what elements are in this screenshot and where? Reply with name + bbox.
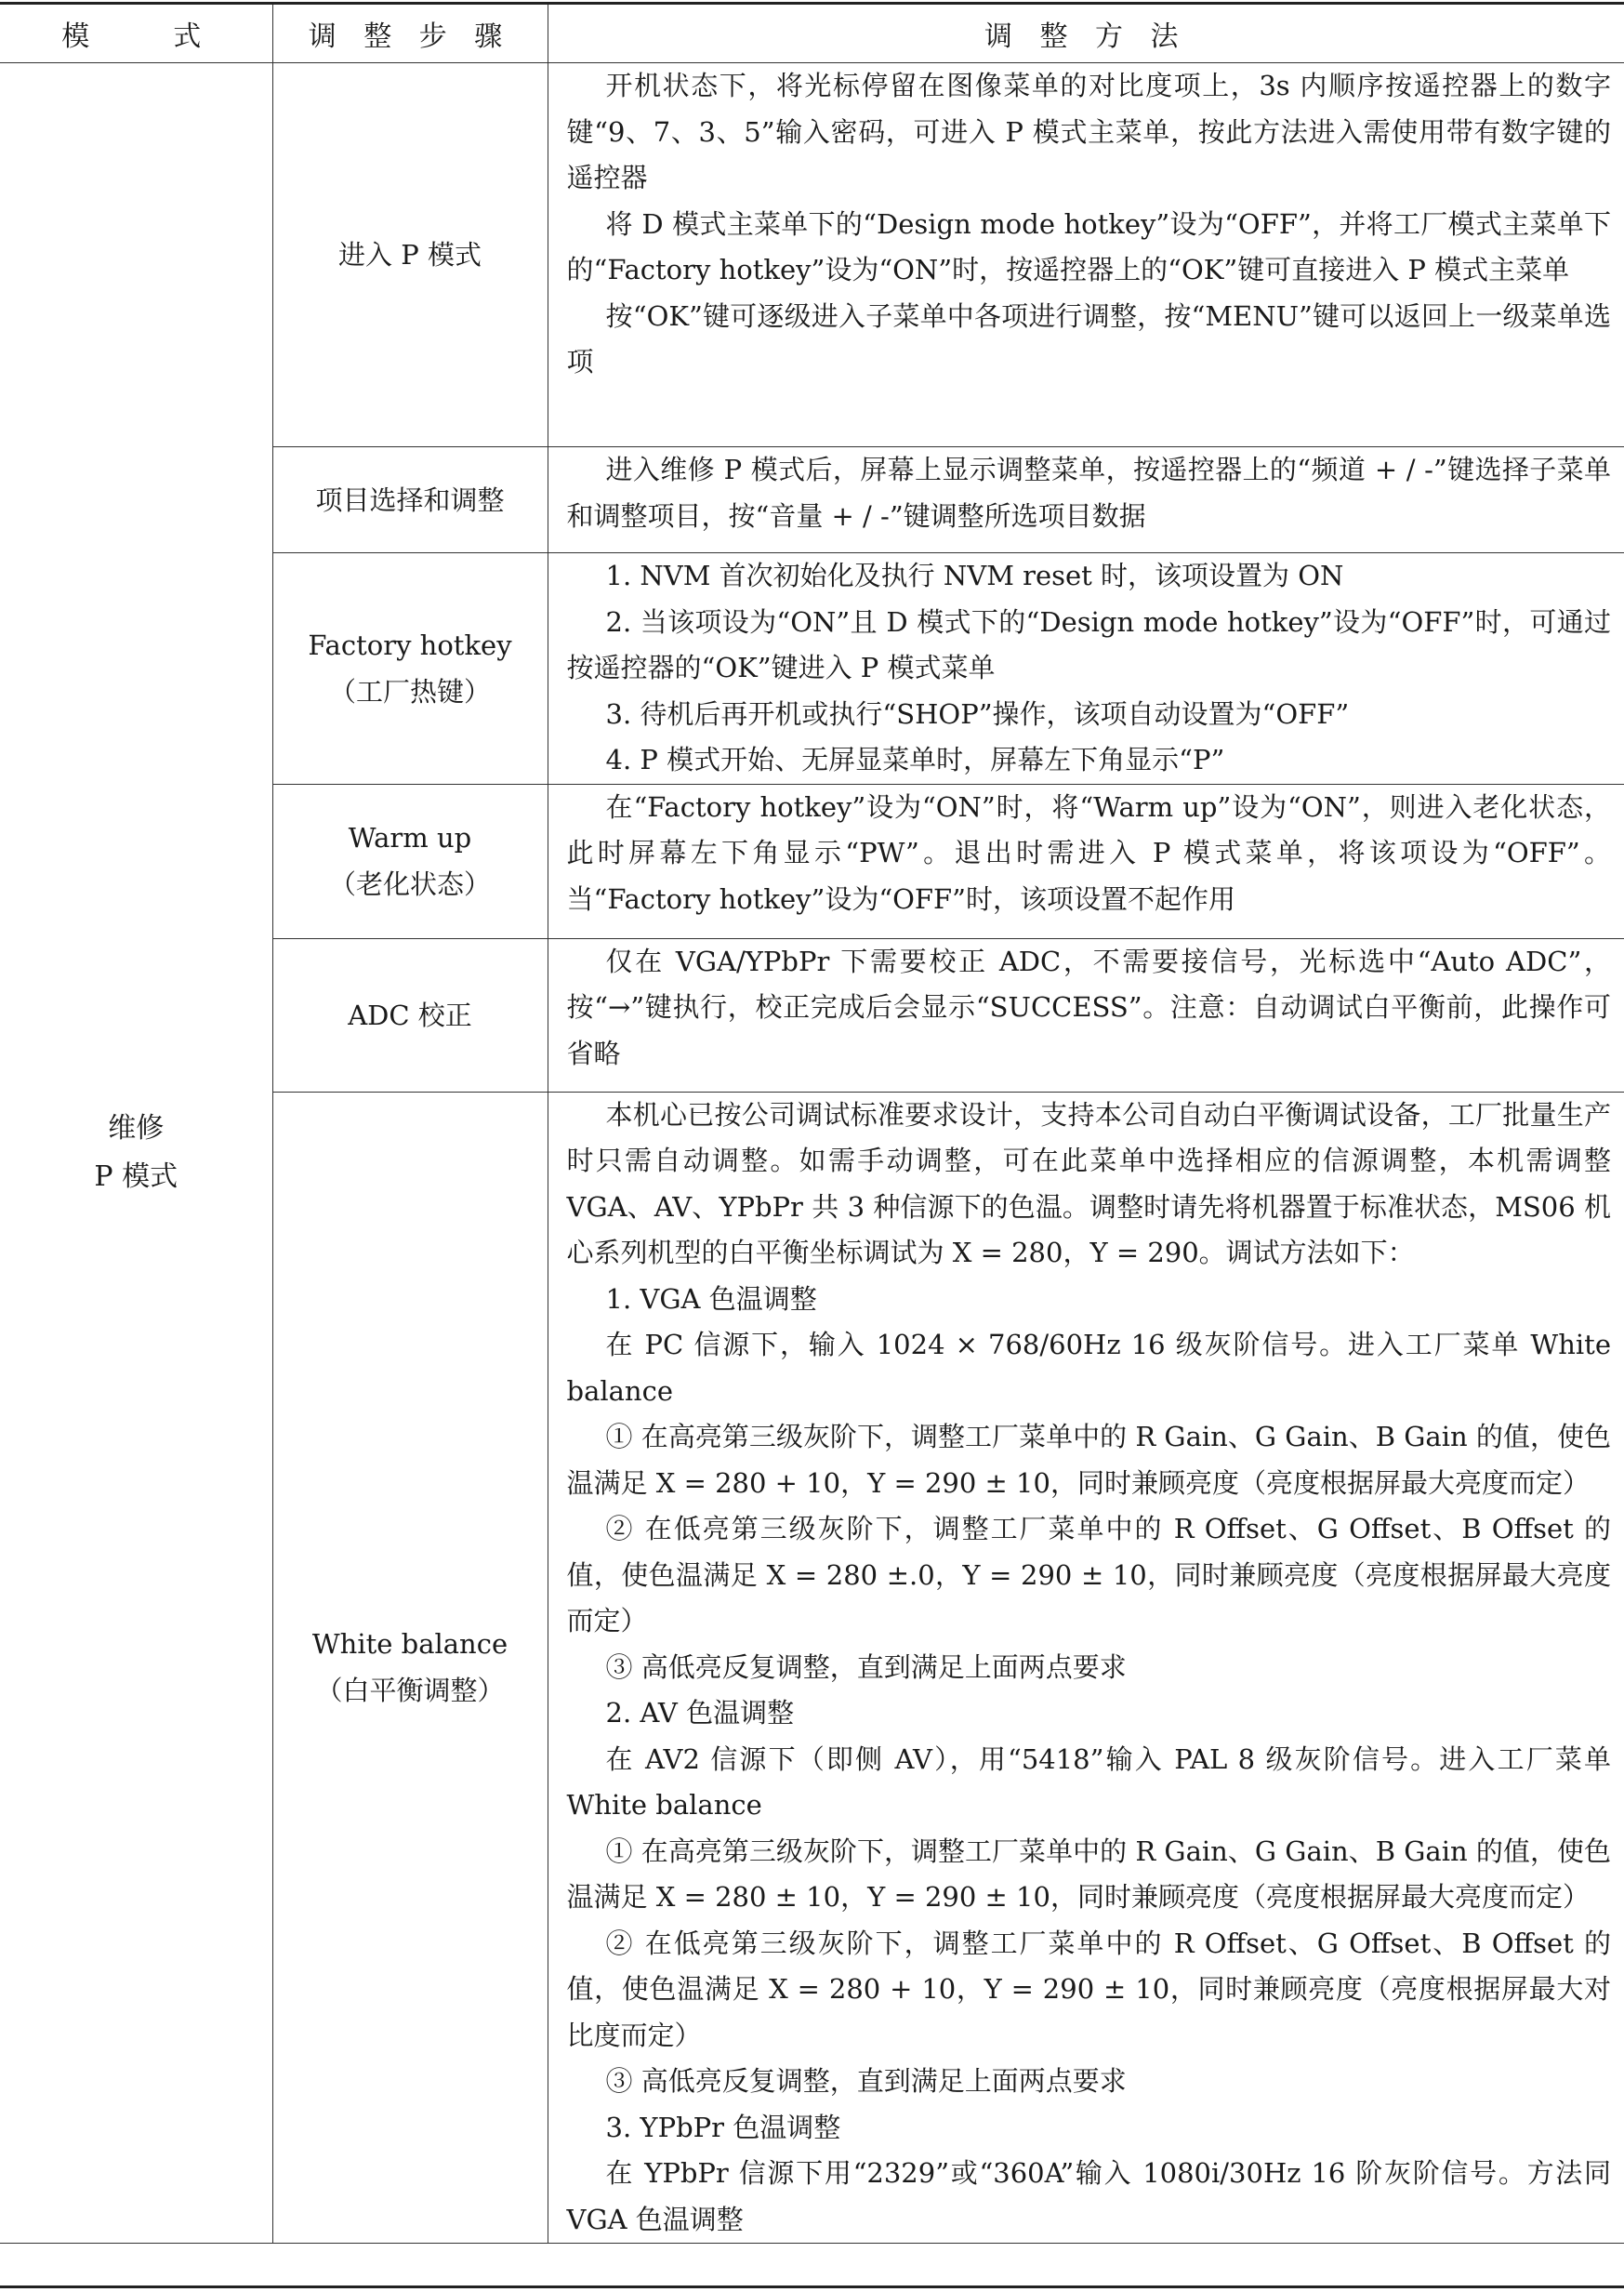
- method-paragraph: 4. P 模式开始、无屏显菜单时，屏幕左下角显示“P”: [605, 744, 1225, 775]
- method-paragraph: ③ 高低亮反复调整，直到满足上面两点要求: [605, 1650, 1127, 1683]
- mode-label-line-2: P 模式: [94, 1160, 178, 1193]
- header-mode: 模 式: [0, 5, 272, 63]
- method-paragraph: 3. YPbPr 色温调整: [605, 2111, 841, 2143]
- method-paragraph: 1. VGA 色温调整: [605, 1282, 817, 1315]
- method-cell: [548, 938, 1624, 1092]
- method-paragraph: 开机状态下，将光标停留在图像菜单的对比度项上，3s 内顺序按遥控器上的数字键“9、7、3、5”输入密码，可进入 P 模式主菜单，按此方法进入需使用带有数字键的遥控器: [566, 70, 1611, 193]
- step-label: 进入 P 模式: [338, 239, 482, 271]
- method-paragraph: ① 在高亮第三级灰阶下，调整工厂菜单中的 R Gain、G Gain、B Gain 的值，使色温满足 X = 280 + 10，Y = 290 ± 10，同时兼顾亮度（亮度根据屏最大亮度而定）: [566, 1421, 1611, 1499]
- maintenance-mode-table: [0, 5, 1624, 2244]
- method-paragraph: 在 YPbPr 信源下用“2329”或“360A”输入 1080i/30Hz 16 阶灰阶信号。方法同 VGA 色温调整: [566, 2157, 1611, 2235]
- method-paragraph: ③ 高低亮反复调整，直到满足上面两点要求: [605, 2065, 1127, 2097]
- step-label: Warm up: [348, 822, 472, 854]
- method-paragraph: 在“Factory hotkey”设为“ON”时，将“Warm up”设为“ON”，则进入老化状态，此时屏幕左下角显示“PW”。退出时需进入 P 模式菜单，将该项设为“OFF”。当“Factory hotkey”设为“OFF”时，该项设置不起作用: [566, 790, 1611, 915]
- step-cell: [272, 447, 548, 553]
- step-cell: [272, 938, 548, 1092]
- method-paragraph: 本机心已按公司调试标准要求设计，支持本公司自动白平衡调试设备，工厂批量生产时只需自动调整。如需手动调整，可在此菜单中选择相应的信源调整，本机需调整 VGA、AV、YPbPr 共 3 种信源下的色温。调整时请先将机器置于标准状态，MS06 机心系列机型的白平衡坐标调试为 X = 280，Y = 290。调试方法如下：: [566, 1098, 1611, 1268]
- step-label-sub: （老化状态）: [328, 868, 491, 900]
- mode-cell: [0, 63, 272, 2244]
- method-paragraph: 在 AV2 信源下（即侧 AV），用“5418”输入 PAL 8 级灰阶信号。进入工厂菜单 White balance: [566, 1742, 1611, 1821]
- method-paragraph: 将 D 模式主菜单下的“Design mode hotkey”设为“OFF”，并将工厂模式主菜单下的“Factory hotkey”设为“ON”时，按遥控器上的“OK”键可直接进入 P 模式主菜单: [566, 207, 1611, 285]
- method-cell: [548, 553, 1624, 785]
- method-paragraph: ② 在低亮第三级灰阶下，调整工厂菜单中的 R Offset、G Offset、B Offset 的值，使色温满足 X = 280 + 10，Y = 290 ± 10，同时兼顾亮度（亮度根据屏最大对比度而定）: [566, 1927, 1611, 2051]
- header-step: 调 整 步 骤: [272, 5, 548, 63]
- header-method: 调 整 方 法: [548, 5, 1624, 63]
- method-paragraph: 按“OK”键可逐级进入子菜单中各项进行调整，按“MENU”键可以返回上一级菜单选项: [566, 299, 1611, 378]
- step-cell: [272, 63, 548, 447]
- step-cell: [272, 1092, 548, 2244]
- table-bottom-rule: [0, 2285, 1624, 2288]
- method-paragraph: ② 在低亮第三级灰阶下，调整工厂菜单中的 R Offset、G Offset、B Offset 的值，使色温满足 X = 280 ±.0，Y = 290 ± 10，同时兼顾亮度（亮度根据屏最大亮度而定）: [566, 1513, 1611, 1636]
- step-label: 项目选择和调整: [315, 484, 505, 516]
- method-paragraph: 3. 待机后再开机或执行“SHOP”操作，该项自动设置为“OFF”: [605, 697, 1350, 730]
- step-cell: [272, 784, 548, 938]
- method-cell: [548, 1092, 1624, 2244]
- method-cell: [548, 447, 1624, 553]
- method-paragraph: 在 PC 信源下，输入 1024 × 768/60Hz 16 级灰阶信号。进入工厂菜单 White balance: [566, 1329, 1611, 1407]
- method-paragraph: 2. AV 色温调整: [605, 1697, 795, 1729]
- table-row: [0, 63, 1624, 447]
- method-cell: [548, 784, 1624, 938]
- step-cell: [272, 553, 548, 785]
- method-paragraph: 仅在 VGA/YPbPr 下需要校正 ADC，不需要接信号，光标选中“Auto ADC”，按“→”键执行，校正完成后会显示“SUCCESS”。注意：自动调试白平衡前，此操作可省略: [566, 945, 1611, 1069]
- step-label-sub: （白平衡调整）: [315, 1675, 505, 1707]
- method-cell: [548, 63, 1624, 447]
- method-paragraph: 2. 当该项设为“ON”且 D 模式下的“Design mode hotkey”设为“OFF”时，可通过按遥控器的“OK”键进入 P 模式菜单: [566, 605, 1611, 683]
- step-label: Factory hotkey: [308, 629, 512, 661]
- method-paragraph: ① 在高亮第三级灰阶下，调整工厂菜单中的 R Gain、G Gain、B Gain 的值，使色温满足 X = 280 ± 10，Y = 290 ± 10，同时兼顾亮度（亮度根据屏最大亮度而定）: [566, 1835, 1611, 1913]
- step-label: ADC 校正: [348, 999, 472, 1031]
- step-label: White balance: [311, 1628, 508, 1661]
- table-header-row: [0, 5, 1624, 63]
- step-label-sub: （工厂热键）: [328, 675, 491, 708]
- method-paragraph: 1. NVM 首次初始化及执行 NVM reset 时，该项设置为 ON: [605, 560, 1344, 591]
- method-paragraph: 进入维修 P 模式后，屏幕上显示调整菜单，按遥控器上的“频道 + / -”键选择子菜单和调整项目，按“音量 + / -”键调整所选项目数据: [566, 454, 1611, 532]
- mode-label-line-1: 维修: [108, 1112, 165, 1145]
